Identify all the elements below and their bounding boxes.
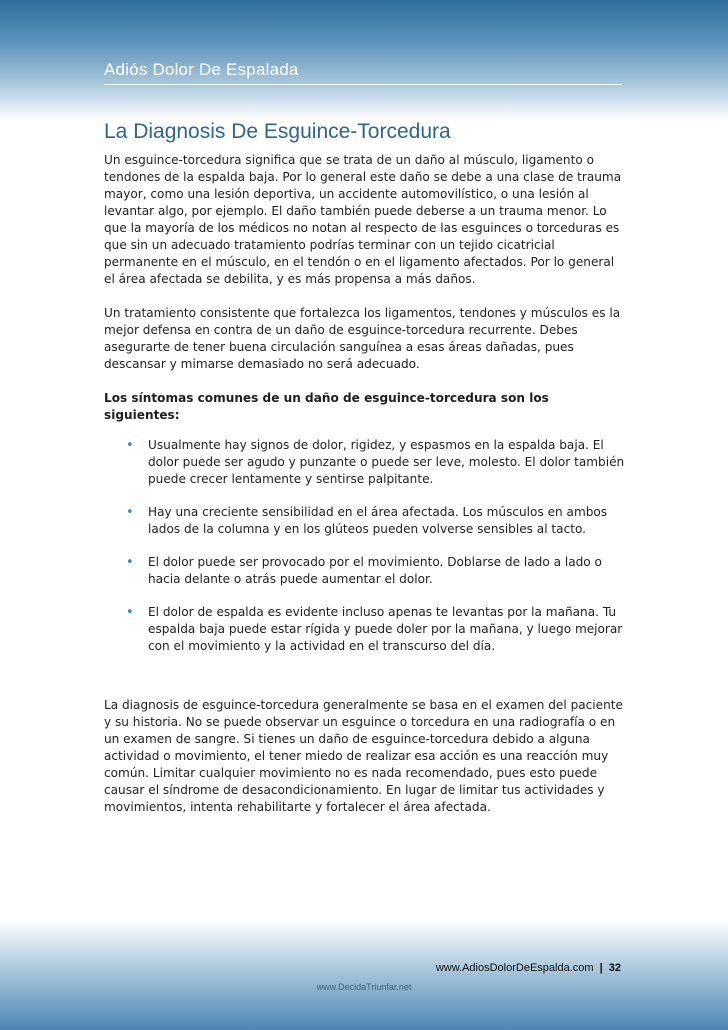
page-number: 32 xyxy=(608,962,621,974)
paragraph-intro: Un esguince-torcedura significa que se trata de un daño al músculo, ligamento o tendones de la espalda baja. Por lo general este daño se debe a una clase de trauma mayor, como una lesión deportiva, un accidente automovilístico, o una lesión al levantar algo, por ejemplo. El daño también puede deberse a un trauma menor. Lo que la mayoría de los médicos no notan al respecto de las esguinces o torceduras es que sin un adecuado tratamiento podrías terminar con un tejido cicatricial permanente en el músculo, en el tendón o en el ligamento afectados. Por lo general el área afectada se debilita, y es más propensa a más daños. xyxy=(104,153,622,286)
bullet-icon: • xyxy=(126,605,134,620)
book-title: Adiós Dolor De Espalada xyxy=(104,60,299,79)
list-item-text: El dolor de espalda es evidente incluso apenas te levantas por la mañana. Tu espalda baja puede estar rígida y puede doler por la mañana, y luego mejorar con el movimiento y la actividad en el transcurso del día. xyxy=(148,605,623,653)
bullet-icon: • xyxy=(126,505,134,520)
page-content xyxy=(104,120,626,833)
header-divider xyxy=(104,84,622,85)
list-item xyxy=(104,437,626,488)
list-item-text: Hay una creciente sensibilidad en el área afectada. Los músculos en ambos lados de la columna y en los glúteos pueden volverse sensibles al tacto. xyxy=(148,505,608,536)
watermark: www.DecidaTriunfar.net xyxy=(316,982,412,992)
list-item xyxy=(104,504,626,538)
footer-url-link[interactable]: www.AdiosDolorDeEspalda.com xyxy=(435,962,594,974)
footer-band xyxy=(0,920,728,1030)
symptoms-list xyxy=(104,437,626,655)
section-heading: La Diagnosis De Esguince-Torcedura xyxy=(104,120,451,143)
list-item-text: Usualmente hay signos de dolor, rigidez, y espasmos en la espalda baja. El dolor puede ser agudo y punzante o puede ser leve, molesto. El dolor también puede crecer lentamente y sentirse palpitante. xyxy=(148,438,625,486)
list-item xyxy=(104,604,626,655)
footer xyxy=(436,962,621,974)
list-item xyxy=(104,554,626,588)
list-item-text: El dolor puede ser provocado por el movimiento. Doblarse de lado a lado o hacia delante o atrás puede aumentar el dolor. xyxy=(148,555,602,586)
paragraph-diagnosis: La diagnosis de esguince-torcedura generalmente se basa en el examen del paciente y su historia. No se puede observar un esguince o torcedura en una radiografía o en un examen de sangre. Si tienes un daño de esguince-torcedura debido a alguna actividad o movimiento, el tener miedo de realizar esa acción es una reacción muy común. Limitar cualquier movimiento no es nada recomendado, pues esto puede causar el síndrome de desacondicionamiento. En lugar de limitar tus actividades y movimientos, intenta rehabilitarte y fortalecer el área afectada. xyxy=(104,698,623,814)
bullet-icon: • xyxy=(126,555,134,570)
symptoms-intro: Los síntomas comunes de un daño de esguince-torcedura son los siguientes: xyxy=(104,391,549,422)
bullet-icon: • xyxy=(126,438,134,453)
paragraph-treatment: Un tratamiento consistente que fortalezca los ligamentos, tendones y músculos es la mejor defensa en contra de un daño de esguince-torcedura recurrente. Debes asegurarte de tener buena circulación sanguínea a esas áreas dañadas, pues descansar y mimarse demasiado no será adecuado. xyxy=(104,306,621,371)
footer-separator: | xyxy=(599,962,603,974)
